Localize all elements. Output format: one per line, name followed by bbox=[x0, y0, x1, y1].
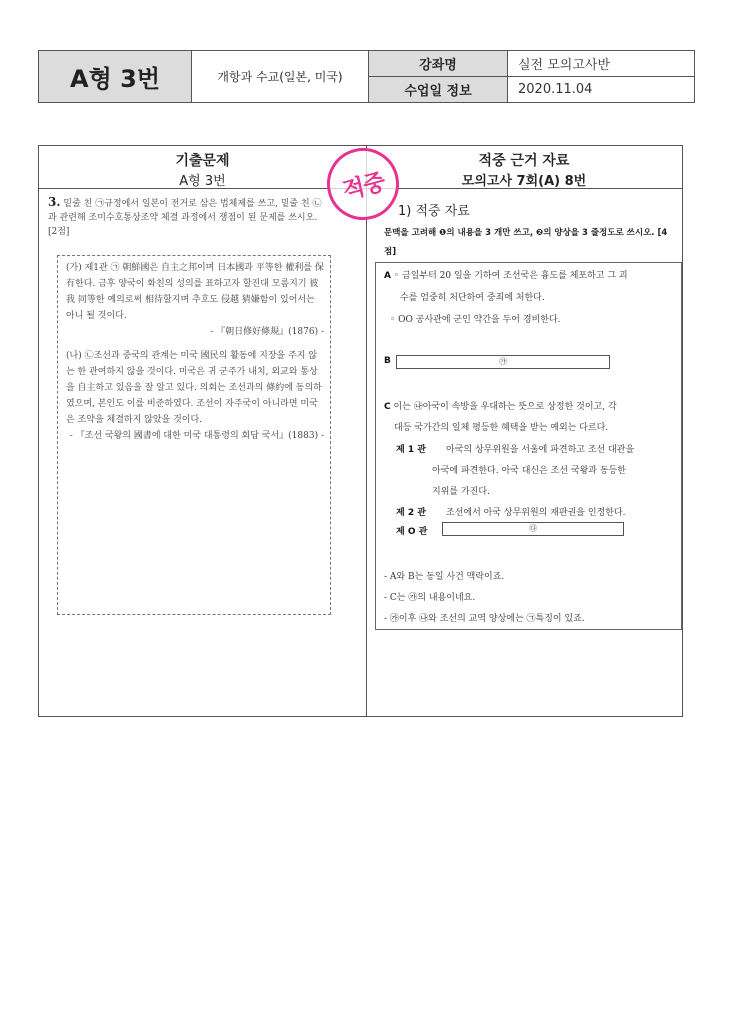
article-1-line-1: 아국의 상무위원을 서울에 파견하고 조선 대관을 bbox=[446, 445, 635, 455]
article-0-label: 제 O 관 bbox=[396, 527, 428, 537]
date-value: 2020.11.04 bbox=[508, 77, 695, 103]
source-box bbox=[57, 255, 331, 615]
question-number: 3. bbox=[48, 195, 61, 209]
label-a: A bbox=[384, 271, 391, 281]
a-line-2: 수를 엄중히 처단하여 중죄에 처한다. bbox=[400, 293, 545, 303]
article-1-line-3: 지위를 가진다. bbox=[432, 487, 490, 497]
question-text: 밑줄 친 ㉠규정에서 일본이 전거로 삼은 법체제를 쓰고, 밑줄 친 ㉡과 관련해 조미수호통상조약 체결 과정에서 쟁점이 된 문제를 쓰시오. [2점] bbox=[48, 199, 322, 237]
material-box bbox=[375, 262, 682, 630]
date-label: 수업일 정보 bbox=[369, 77, 508, 103]
section-heading: 1) 적중 자료 bbox=[398, 204, 470, 219]
source-na-text: (나) ㉡조선과 중국의 관계는 미국 國民의 활동에 지장을 주지 않는 한 관여하지 않을 것이다. 미국은 귀 군주가 내치, 외교와 통상을 自主하고 있음을 잘 알고 있다. 의회는 조선과의 條約에 동의하였으며, 본인도 이를 비준하였다. 조선이 자주국이 아니라면 미국은 조약을 체결하지 않았을 것이다. bbox=[66, 351, 322, 425]
blank-da: ㉰ bbox=[442, 522, 624, 536]
source-na-citation: - 『조선 국왕의 國書에 대한 미국 대통령의 회답 국서』(1883) - bbox=[69, 431, 324, 441]
a-line-3: ◦ OO 공사관에 군인 약간을 두어 경비한다. bbox=[390, 315, 561, 325]
label-c: C bbox=[384, 402, 391, 412]
article-2-text: 조선에서 아국 상무위원의 재판권을 인정한다. bbox=[446, 508, 626, 518]
instruction: 문맥을 고려해 ❶의 내용을 3 개만 쓰고, ❷의 양상을 3 줄정도로 쓰시오. [4 점] bbox=[384, 228, 668, 257]
c-line-1: 이는 ㉯아국이 속방을 우대하는 뜻으로 상정한 것이고, 각 bbox=[393, 402, 617, 412]
note-1: - A와 B는 동일 사건 맥락이죠. bbox=[384, 572, 505, 582]
article-1-label: 제 1 관 bbox=[396, 445, 426, 455]
right-title: 적중 근거 자료 bbox=[478, 153, 570, 169]
source-ga-citation: - 『朝日修好條規』(1876) - bbox=[210, 327, 324, 337]
a-line-1: ◦ 금일부터 20 일을 기하여 조선국은 흉도를 체포하고 그 괴 bbox=[393, 271, 628, 281]
c-line-2: 대등 국가간의 일체 평등한 혜택을 받는 예외는 다르다. bbox=[394, 423, 609, 433]
left-title: 기출문제 bbox=[175, 153, 230, 169]
header-table bbox=[38, 50, 695, 103]
column-divider bbox=[366, 146, 367, 716]
source-ga bbox=[66, 260, 324, 340]
note-2: - C는 ㉮의 내용이네요. bbox=[384, 593, 476, 603]
article-2-label: 제 2 관 bbox=[396, 508, 426, 518]
source-ga-text: (가) 제1관 ㉠ 朝鮮國은 自主之邦이며 日本國과 平等한 權利를 保有한다. 금후 양국이 화친의 성의를 표하고자 할진대 모름지기 彼我 同等한 예의로써 相待할지며 추호도 侵越 猜嫌함이 있어서는 아니 될 것이다. bbox=[66, 263, 324, 321]
question-stem-text bbox=[48, 195, 328, 239]
note-3: - ㉮이후 ㉯와 조선의 교역 양상에는 ㉠특징이 있죠. bbox=[384, 614, 585, 624]
topic: 개항과 수교(일본, 미국) bbox=[192, 51, 369, 103]
left-subtitle: A형 3번 bbox=[179, 174, 226, 189]
blank-ga: ㉮ bbox=[396, 355, 610, 369]
course-label: 강좌명 bbox=[369, 51, 508, 77]
exam-number: A형 3번 bbox=[39, 51, 192, 103]
article-1-line-2: 아국에 파견한다. 아국 대신은 조선 국왕과 동등한 bbox=[432, 466, 626, 476]
right-subtitle: 모의고사 7회(A) 8번 bbox=[461, 174, 587, 189]
label-b: B bbox=[384, 356, 391, 366]
hit-stamp-label: 적중 bbox=[339, 168, 388, 205]
course-value: 실전 모의고사반 bbox=[508, 51, 695, 77]
source-na bbox=[66, 348, 324, 444]
